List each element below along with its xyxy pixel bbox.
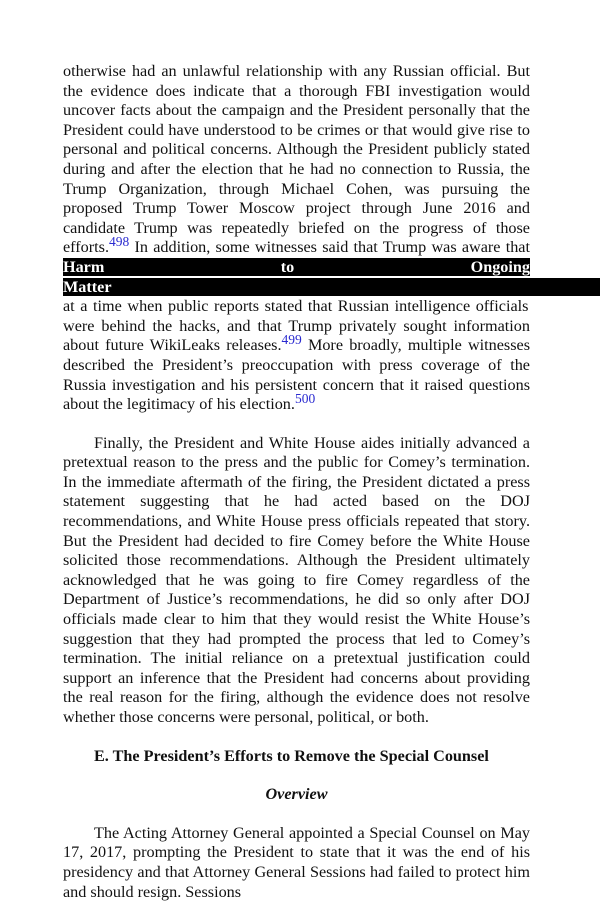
paragraph-1-text-a: otherwise had an unlawful relationship with any Russian official. But the evidence does indicate that a thorough FBI investigation would uncover facts about the campaign and the President personally that the President could have understood to be crimes or that would give rise to personal and political concerns. Although the President publicly stated during and after the election that he had no connection to Russia, the Trump Organization, through Michael Cohen, was pursuing the proposed Trump Tower Moscow project through June 2016 and candidate Trump was repeatedly briefed on the progress of those efforts. <box>63 62 530 257</box>
paragraph-1-text-d: More broadly, multiple witnesses described the President’s preoccupation with press coverage of the Russia investigation and his persistent concern that it raised questions about the legitimacy of his election. <box>63 336 530 414</box>
paragraph-3: The Acting Attorney General appointed a Special Counsel on May 17, 2017, prompting the President to state that it was the end of his presidency and that Attorney General Sessions had failed to protect him and should resign. Sessions <box>63 823 530 901</box>
redaction-filler <box>112 278 600 296</box>
paragraph-1-text-b: In addition, some witnesses said that Trump was aware that <box>129 238 530 257</box>
subheading-overview: Overview <box>265 785 328 804</box>
paragraph-1 <box>63 62 530 415</box>
document-page <box>63 62 530 902</box>
footnote-500-link[interactable]: 500 <box>294 391 316 407</box>
paragraph-2: Finally, the President and White House aides initially advanced a pretextual reason to the press and the public for Comey’s termination. In the immediate aftermath of the firing, the President dictated a press statement suggesting that he had acted based on the DOJ recommendations, and White House press officials repeated that story. But the President had decided to fire Comey before the White House solicited those recommendations. Although the President ultimately acknowledged that he was going to fire Comey regardless of the Department of Justice’s recommendations, he did so only after DOJ officials made clear to him that they would resist the White House’s suggestion that they had prompted the process that led to Comey’s termination. The initial reliance on a pretextual justification could support an inference that the President had concerns about providing the real reason for the firing, although the evidence does not resolve whether those concerns were personal, political, or both. <box>63 433 530 726</box>
section-heading: E. The President’s Efforts to Remove the Special Counsel <box>94 746 489 765</box>
footnote-498-link[interactable]: 498 <box>109 234 130 250</box>
footnote-499-link[interactable]: 499 <box>281 332 302 348</box>
spacer <box>63 415 530 434</box>
spacer <box>63 805 530 824</box>
spacer <box>63 728 530 747</box>
paragraph-1-text-c: at a time when public reports stated that Russian intelligence officials were behind the hacks, and that Trump privately sought information about future WikiLeaks releases. <box>63 297 530 355</box>
redaction-harm-to-ongoing-matter: Harm to Ongoing Matter <box>63 257 530 296</box>
